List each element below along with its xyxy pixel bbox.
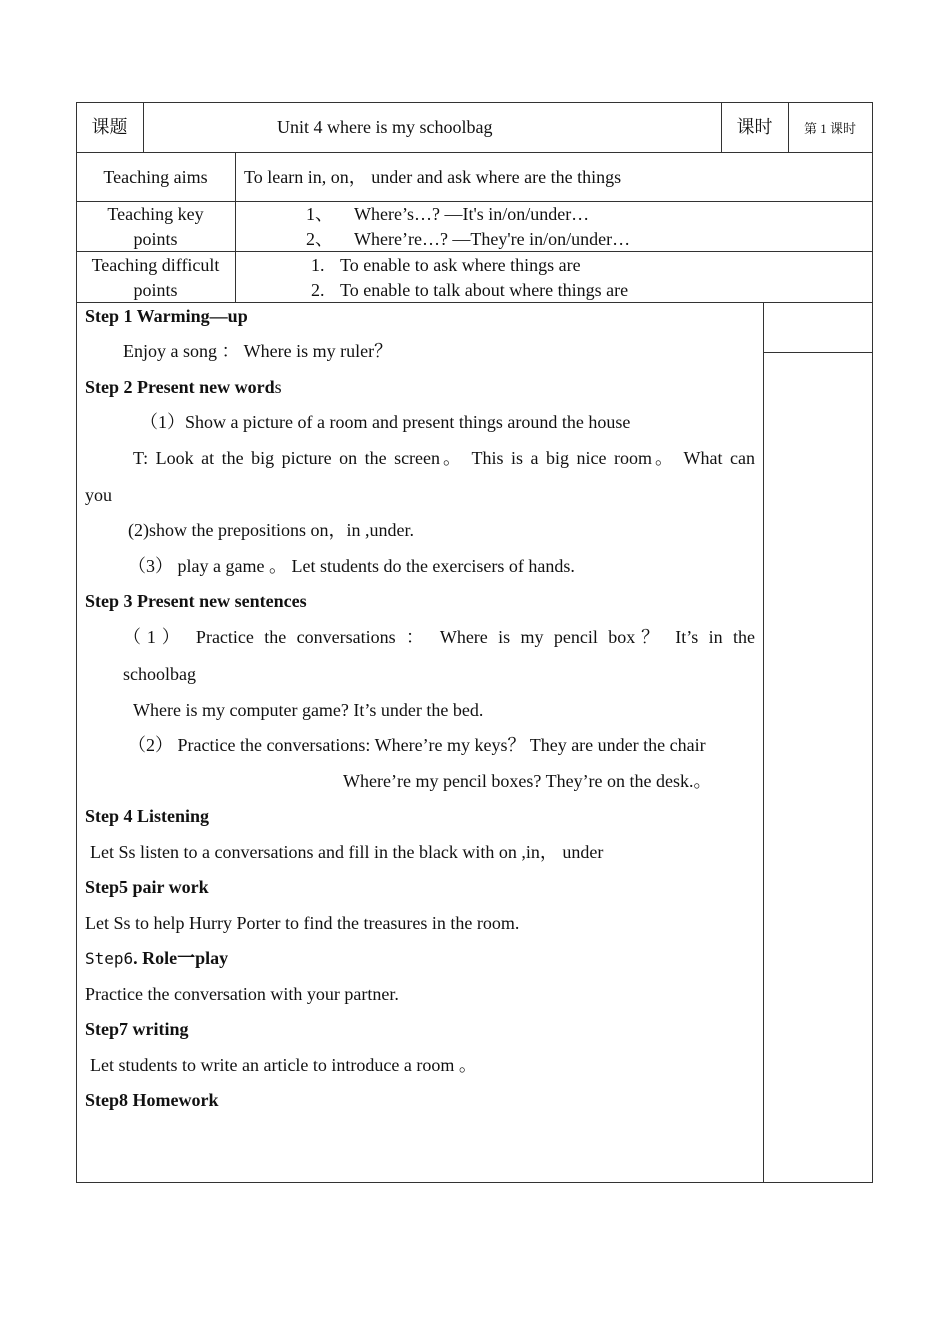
- key-point-text: Where’re…? —They're in/on/under…: [354, 229, 631, 249]
- step-line: Let Ss listen to a conversations and fill in the black with on ,in， under: [90, 842, 604, 862]
- step-title-main: Step 2 Present new word: [85, 377, 275, 397]
- col-divider: [235, 152, 236, 302]
- step-line: Let Ss to help Hurry Porter to find the treasures in the room.: [85, 913, 520, 933]
- row-divider: [76, 251, 873, 252]
- period-value: 第 1 课时: [803, 121, 856, 136]
- step-title: Step 3 Present new sentences: [85, 591, 307, 611]
- side-cell-divider: [763, 352, 873, 353]
- step-line: （2） Practice the conversations: Where’re my keys？ They are under the chair: [128, 735, 706, 755]
- difficult-point-text: To enable to talk about where things are: [340, 280, 629, 300]
- row-divider: [76, 302, 873, 303]
- period-label: 课时: [736, 117, 773, 137]
- step-line: Practice the conversation with your partner.: [85, 984, 399, 1004]
- step-line: Let students to write an article to introduce a room 。: [90, 1055, 477, 1075]
- key-points-label: Teaching key: [107, 204, 204, 224]
- step-title-tail: s: [274, 377, 282, 397]
- col-divider: [143, 102, 144, 152]
- step-line: （1）Show a picture of a room and present things around the house: [140, 412, 631, 432]
- difficult-points-label: Teaching difficult: [91, 255, 220, 275]
- aims-label: Teaching aims: [103, 167, 208, 187]
- step-line: Enjoy a song ： Where is my ruler？: [123, 341, 393, 361]
- difficult-point-number: 2.: [311, 280, 325, 300]
- row-divider: [76, 201, 873, 202]
- table-border-top: [76, 102, 873, 103]
- difficult-points-label: points: [133, 280, 178, 300]
- table-border-bottom: [76, 1182, 873, 1183]
- step-line: （3） play a game 。 Let students do the exercisers of hands.: [128, 556, 575, 576]
- step-title: Step5 pair work: [85, 877, 209, 897]
- key-point-text: Where’s…? —It's in/on/under…: [354, 204, 590, 224]
- table-border-right: [872, 102, 873, 1183]
- difficult-point-text: To enable to ask where things are: [340, 255, 581, 275]
- step-title: Step8 Homework: [85, 1090, 219, 1110]
- key-point-number: 1、: [306, 204, 333, 224]
- col-divider: [763, 302, 764, 1182]
- row-divider: [76, 152, 873, 153]
- key-point-number: 2、: [306, 229, 333, 249]
- step-line: T: Look at the big picture on the screen。 This is a big nice room。 What can: [133, 448, 755, 468]
- step-title: Step 1 Warming—up: [85, 306, 248, 326]
- step-title: Step 4 Listening: [85, 806, 210, 826]
- step-line: you: [85, 485, 112, 505]
- step-line: (2)show the prepositions on，in ,under.: [128, 520, 414, 540]
- step-title: [85, 376, 282, 398]
- difficult-point-number: 1.: [311, 255, 325, 275]
- step-line: Where is my computer game? It’s under the bed.: [133, 700, 484, 720]
- step-title: [85, 947, 228, 970]
- step-line: Where’re my pencil boxes? They’re on the desk.。: [343, 771, 712, 791]
- step-title-main: . Role一play: [133, 948, 229, 968]
- lesson-title: Unit 4 where is my schoolbag: [277, 117, 493, 137]
- topic-label: 课题: [91, 117, 128, 137]
- aims-text: To learn in, on， under and ask where are the things: [244, 167, 622, 187]
- step-title: Step7 writing: [85, 1019, 189, 1039]
- key-points-label: points: [133, 229, 178, 249]
- step-line: （1） Practice the conversations ： Where is my pencil box？ It’s in the: [123, 627, 755, 647]
- step-line: schoolbag: [123, 664, 196, 684]
- step-title-prefix: Step6: [85, 949, 134, 968]
